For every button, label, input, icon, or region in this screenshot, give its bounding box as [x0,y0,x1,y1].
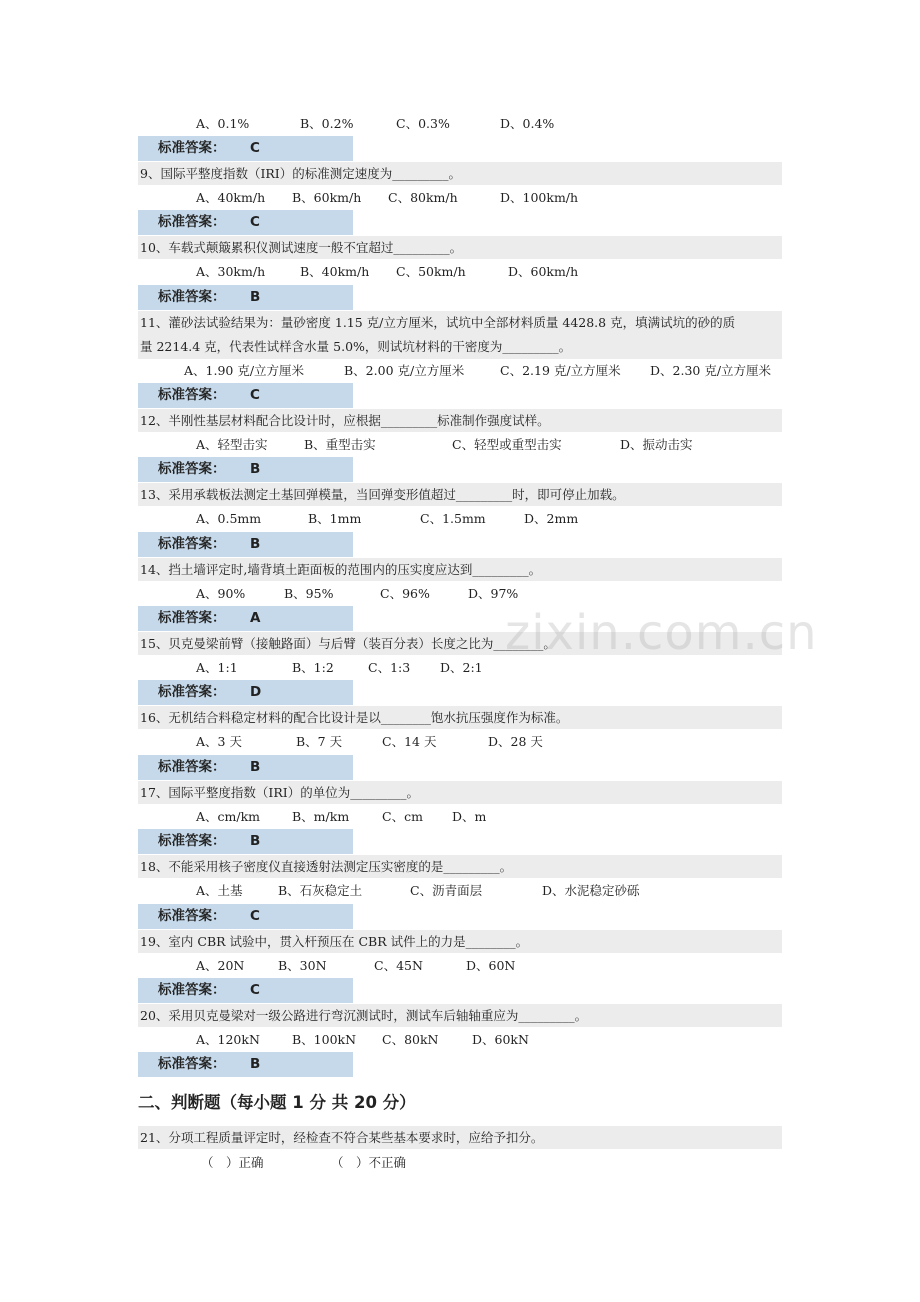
option: A、0.5mm [196,511,262,526]
answer-label: 标准答案： [158,982,226,998]
answer-label: 标准答案： [158,833,226,849]
option: D、0.4% [500,116,555,131]
option: C、沥青面层 [410,883,483,898]
option: C、0.3% [396,116,450,131]
answer-label: 标准答案： [158,610,226,626]
option: A、土基 [196,883,243,898]
option: D、2:1 [440,660,483,675]
section-title: 二、判断题（每小题 1 分 共 20 分） [138,1093,416,1112]
question-text: 17、国际平整度指数（IRI）的单位为_________。 [138,781,782,804]
answer-label: 标准答案： [158,536,226,552]
question-text: 21、分项工程质量评定时，经检查不符合某些基本要求时，应给予扣分。 [138,1126,782,1149]
option: A、120kN [196,1032,260,1047]
answer-box [138,680,353,705]
option: B、40km/h [300,264,370,279]
option: C、轻型或重型击实 [452,437,562,452]
option: D、m [452,809,487,824]
option: C、45N [374,958,423,973]
option: C、80km/h [388,190,458,205]
question-text: 12、半刚性基层材料配合比设计时，应根据_________标准制作强度试样。 [138,409,782,432]
question-text: 13、采用承载板法测定土基回弹模量，当回弹变形值超过_________时，即可停止加载。 [138,483,782,506]
question-text: 10、车载式颠簸累积仪测试速度一般不宜超过_________。 [138,236,782,259]
answer-box [138,978,353,1003]
answer-box [138,383,353,408]
option: C、14 天 [382,734,437,749]
answer-box [138,532,353,557]
answer-label: 标准答案： [158,1056,226,1072]
option: B、95% [284,586,334,601]
option: C、1:3 [368,660,411,675]
option: A、30km/h [196,264,266,279]
option: A、cm/km [196,809,261,824]
question-text: 16、无机结合料稳定材料的配合比设计是以________饱水抗压强度作为标准。 [138,706,782,729]
option: C、96% [380,586,430,601]
answer-box [138,829,353,854]
answer-box [138,285,353,310]
option: B、1:2 [292,660,334,675]
option: B、m/km [292,809,350,824]
answer-value: B [250,461,261,477]
option: B、100kN [292,1032,357,1047]
option: D、振动击实 [620,437,693,452]
answer-label: 标准答案： [158,684,226,700]
option: B、60km/h [292,190,362,205]
question-text: 9、国际平整度指数（IRI）的标准测定速度为_________。 [138,162,782,185]
option-false: （ ）不正确 [331,1155,407,1170]
option: D、28 天 [488,734,543,749]
option: A、0.1% [196,116,250,131]
option: C、2.19 克/立方厘米 [500,363,621,378]
question-text: 19、室内 CBR 试验中，贯入杆预压在 CBR 试件上的力是________。 [138,930,782,953]
answer-value: C [250,214,260,230]
question-line: 11、灌砂法试验结果为：量砂密度 1.15 克/立方厘米，试坑中全部材料质量 4428.8 克，填满试坑的砂的质 [140,315,736,330]
option: A、90% [196,586,246,601]
answer-value: B [250,289,261,305]
option: D、60kN [472,1032,529,1047]
option: A、轻型击实 [196,437,268,452]
answer-box [138,210,353,235]
answer-label: 标准答案： [158,140,226,156]
answer-value: D [250,684,262,700]
option: D、水泥稳定砂砾 [542,883,640,898]
option: C、80kN [382,1032,439,1047]
question-text: 14、挡土墙评定时,墙背填土距面板的范围内的压实度应达到_________。 [138,558,782,581]
option: A、3 天 [196,734,242,749]
answer-box [138,904,353,929]
option: B、2.00 克/立方厘米 [344,363,465,378]
answer-label: 标准答案： [158,461,226,477]
option: B、7 天 [296,734,343,749]
question-line: 量 2214.4 克，代表性试样含水量 5.0%，则试坑材料的干密度为_________。 [140,339,572,354]
watermark: zixin.com.cn [505,605,818,661]
question-text [138,311,782,359]
answer-value: B [250,536,261,552]
answer-box [138,606,353,631]
answer-value: B [250,1056,261,1072]
answer-box [138,457,353,482]
option: B、石灰稳定土 [278,883,363,898]
answer-value: B [250,759,261,775]
question-text: 18、不能采用核子密度仪直接透射法测定压实密度的是_________。 [138,855,782,878]
option: A、40km/h [196,190,266,205]
option: A、1:1 [196,660,238,675]
option: D、60km/h [508,264,579,279]
option: B、0.2% [300,116,354,131]
option-true: （ ）正确 [201,1155,264,1170]
option: B、1mm [308,511,362,526]
option: C、cm [382,809,423,824]
option: B、重型击实 [304,437,376,452]
answer-value: A [250,610,261,626]
option: A、1.90 克/立方厘米 [184,363,305,378]
question-text: 20、采用贝克曼梁对一级公路进行弯沉测试时，测试车后轴轴重应为_________。 [138,1004,782,1027]
answer-value: C [250,908,260,924]
answer-value: C [250,387,260,403]
answer-box [138,136,353,161]
answer-value: C [250,140,260,156]
answer-label: 标准答案： [158,387,226,403]
answer-label: 标准答案： [158,289,226,305]
answer-box [138,755,353,780]
option: D、60N [466,958,516,973]
answer-box [138,1052,353,1077]
answer-label: 标准答案： [158,759,226,775]
option: D、2.30 克/立方厘米 [650,363,772,378]
option: D、2mm [524,511,579,526]
answer-label: 标准答案： [158,908,226,924]
option: B、30N [278,958,327,973]
option: C、1.5mm [420,511,486,526]
answer-value: B [250,833,261,849]
option: A、20N [196,958,245,973]
option: D、100km/h [500,190,579,205]
option: C、50km/h [396,264,466,279]
answer-value: C [250,982,260,998]
option: D、97% [468,586,519,601]
answer-label: 标准答案： [158,214,226,230]
question-text: 15、贝克曼梁前臂（接触路面）与后臂（装百分表）长度之比为________。 [138,632,782,655]
